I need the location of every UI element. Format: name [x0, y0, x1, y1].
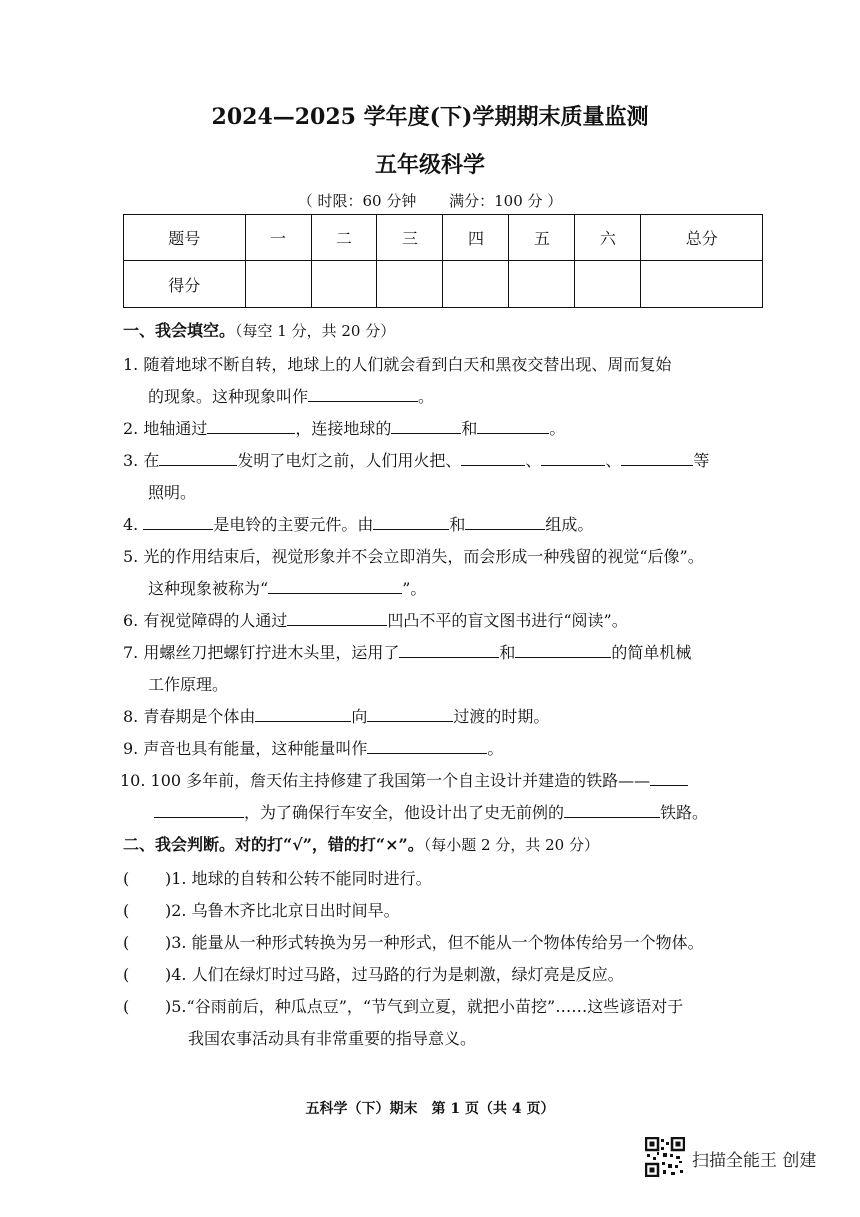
- q9-text-a: 9. 声音也具有能量，这种能量叫作: [123, 739, 368, 758]
- q1-text: 的现象。这种现象叫作: [148, 387, 309, 406]
- q7-text-b: 和: [499, 643, 516, 662]
- score-input-6[interactable]: [575, 261, 641, 308]
- judge-item-5: [123, 994, 683, 1017]
- q10-blank-1b[interactable]: [154, 800, 244, 818]
- q3-text-b: 发明了电灯之前，人们用火把、: [237, 451, 462, 470]
- score-input-3[interactable]: [377, 261, 443, 308]
- exam-time-score: [0, 190, 860, 211]
- question-8: [123, 704, 549, 727]
- section-2-title: 二、我会判断。对的打“√”，错的打“×”。: [123, 835, 424, 854]
- q2-text-a: 2. 地轴通过: [123, 419, 208, 438]
- score-input-4[interactable]: [443, 261, 509, 308]
- judge-3-answer[interactable]: (: [123, 933, 130, 952]
- q2-text-d: 。: [549, 419, 566, 438]
- question-5-line-1: 5. 光的作用结束后，视觉形象并不会立即消失，而会形成一种残留的视觉“后像”。: [123, 547, 704, 566]
- q7-text-c: 的简单机械: [611, 643, 692, 662]
- q7-text-a: 7. 用螺丝刀把螺钉拧进木头里，运用了: [123, 643, 400, 662]
- q3-text-d: 、: [605, 451, 622, 470]
- question-1-line-2: [148, 384, 434, 407]
- cell-part-2: 二: [311, 215, 377, 261]
- q7-blank-2[interactable]: [515, 640, 611, 658]
- score-table-header-row: [124, 215, 763, 261]
- question-7-line-1: [123, 640, 691, 663]
- cell-part-4: 四: [443, 215, 509, 261]
- q9-text-b: 。: [487, 739, 504, 758]
- q1-blank[interactable]: [308, 384, 418, 402]
- q4-blank-1[interactable]: [143, 512, 213, 530]
- question-10-line-2: [154, 800, 708, 823]
- question-10-line-1: [120, 768, 688, 791]
- q5-text-a: 这种现象被称为“: [148, 579, 269, 598]
- score-table-score-row: [124, 261, 763, 308]
- q4-text-d: 组成。: [545, 515, 594, 534]
- question-7-line-2: 工作原理。: [148, 675, 229, 694]
- cell-total-label: 总分: [641, 215, 763, 261]
- cell-part-6: 六: [575, 215, 641, 261]
- judge-1-answer[interactable]: (: [123, 869, 130, 888]
- q3-blank-3[interactable]: [541, 448, 605, 466]
- judge-item-3: [123, 930, 704, 953]
- cell-part-1: 一: [245, 215, 311, 261]
- q4-text-a: 4.: [123, 515, 144, 534]
- judge-4-text: )4. 人们在绿灯时过马路，过马路的行为是刺激，绿灯亮是反应。: [165, 965, 624, 984]
- score-input-2[interactable]: [311, 261, 377, 308]
- qr-code-icon: [645, 1137, 685, 1177]
- q8-text-b: 向: [351, 707, 368, 726]
- time-limit: （ 时限：60 分钟: [297, 192, 417, 210]
- q5-blank[interactable]: [268, 576, 402, 594]
- q6-blank[interactable]: [287, 608, 387, 626]
- judge-item-4: [123, 962, 624, 985]
- judge-2-answer[interactable]: (: [123, 901, 130, 920]
- q2-blank-2[interactable]: [391, 416, 461, 434]
- q10-text-b: ，为了确保行车安全，他设计出了史无前例的: [244, 803, 565, 822]
- page-footer: 五科学（下）期末 第 1 页（共 4 页）: [305, 1101, 555, 1117]
- judge-2-text: )2. 乌鲁木齐比北京日出时间早。: [165, 901, 400, 920]
- section-1-heading: [123, 318, 395, 341]
- q4-text-b: 是电铃的主要元件。由: [213, 515, 374, 534]
- q3-blank-2[interactable]: [461, 448, 525, 466]
- question-4: [123, 512, 593, 535]
- q8-blank-1[interactable]: [255, 704, 351, 722]
- q9-blank[interactable]: [367, 736, 487, 754]
- exam-title: 2024—2025 学年度(下)学期期末质量监测: [211, 104, 649, 130]
- question-3-line-2: 照明。: [148, 483, 197, 502]
- scanner-watermark: 扫描全能王 创建: [692, 1151, 817, 1171]
- section-1-note: （每空 1 分，共 20 分）: [235, 322, 396, 340]
- judge-1-text: )1. 地球的自转和公转不能同时进行。: [165, 869, 432, 888]
- q6-text-b: 凹凸不平的盲文图书进行“阅读”。: [387, 611, 628, 630]
- cell-score-label: 得分: [124, 261, 246, 308]
- cell-part-3: 三: [377, 215, 443, 261]
- judge-5-text: )5.“谷雨前后，种瓜点豆”，“节气到立夏，就把小苗挖”……这些谚语对于: [165, 997, 684, 1016]
- q1-end: 。: [418, 387, 435, 406]
- q3-text-e: 等: [693, 451, 710, 470]
- section-1-title: 一、我会填空。: [123, 321, 236, 340]
- score-table: [123, 214, 763, 308]
- q3-blank-1[interactable]: [159, 448, 237, 466]
- q8-blank-2[interactable]: [367, 704, 453, 722]
- q10-blank-1a[interactable]: [650, 768, 688, 786]
- cell-part-5: 五: [509, 215, 575, 261]
- q3-text-a: 3. 在: [123, 451, 160, 470]
- q10-text-a: 10. 100 多年前，詹天佑主持修建了我国第一个自主设计并建造的铁路——: [120, 771, 651, 790]
- q10-blank-2[interactable]: [564, 800, 660, 818]
- judge-item-2: [123, 898, 400, 921]
- q3-blank-4[interactable]: [621, 448, 693, 466]
- score-input-1[interactable]: [245, 261, 311, 308]
- judge-item-1: [123, 866, 432, 889]
- q2-blank-1[interactable]: [207, 416, 295, 434]
- q8-text-a: 8. 青春期是个体由: [123, 707, 256, 726]
- question-2: [123, 416, 565, 439]
- score-input-5[interactable]: [509, 261, 575, 308]
- exam-subtitle: 五年级科学: [374, 152, 485, 178]
- q2-text-c: 和: [461, 419, 478, 438]
- judge-item-5-continued: 我国农事活动具有非常重要的指导意义。: [188, 1029, 477, 1048]
- section-2-note: （每小题 2 分，共 20 分）: [423, 836, 599, 854]
- q4-blank-2[interactable]: [373, 512, 449, 530]
- question-1-line-1: 1. 随着地球不断自转，地球上的人们就会看到白天和黑夜交替出现、周而复始: [123, 355, 672, 374]
- q7-blank-1[interactable]: [399, 640, 499, 658]
- question-9: [123, 736, 503, 759]
- judge-5-answer[interactable]: (: [123, 997, 130, 1016]
- question-3-line-1: [123, 448, 709, 471]
- section-2-heading: [123, 832, 599, 855]
- q4-blank-3[interactable]: [465, 512, 545, 530]
- judge-3-text: )3. 能量从一种形式转换为另一种形式，但不能从一个物体传给另一个物体。: [165, 933, 704, 952]
- question-6: [123, 608, 628, 631]
- judge-4-answer[interactable]: (: [123, 965, 130, 984]
- q4-text-c: 和: [449, 515, 466, 534]
- q8-text-c: 过渡的时期。: [453, 707, 550, 726]
- q2-text-b: ，连接地球的: [295, 419, 392, 438]
- q10-text-c: 铁路。: [660, 803, 709, 822]
- q3-text-c: 、: [525, 451, 542, 470]
- full-score: 满分：100 分 ）: [449, 192, 563, 210]
- question-5-line-2: [148, 576, 426, 599]
- score-input-total[interactable]: [641, 261, 763, 308]
- q2-blank-3[interactable]: [477, 416, 549, 434]
- cell-question-number-label: 题号: [124, 215, 246, 261]
- q5-text-b: ”。: [402, 579, 427, 598]
- q6-text-a: 6. 有视觉障碍的人通过: [123, 611, 288, 630]
